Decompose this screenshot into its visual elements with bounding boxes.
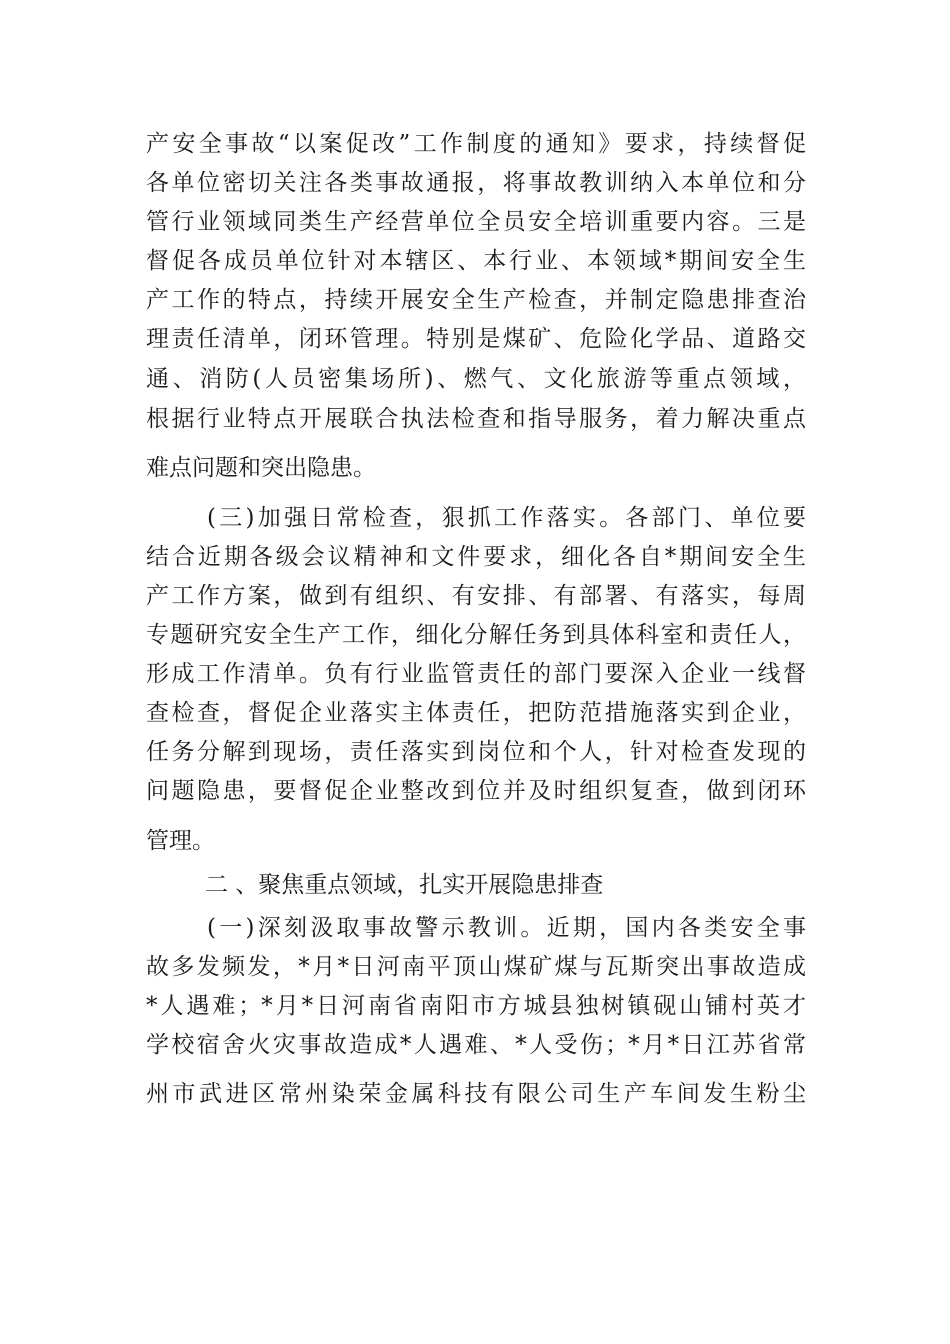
- section-heading: (一)深刻汲取事故警示教训。近期，国内各类安全事: [207, 915, 806, 941]
- section-heading: (三)加强日常检查，狠抓工作落实。各部门、单位要: [207, 505, 806, 531]
- chapter-heading: 二 、聚焦重点领域，扎实开展隐患排查: [205, 872, 604, 898]
- text-line: 结合近期各级会议精神和文件要求，细化各自*期间安全生: [146, 544, 806, 570]
- text-line: 故多发频发，*月*日河南平顶山煤矿煤与瓦斯突出事故造成: [146, 954, 806, 980]
- text-line: 形成工作清单。负有行业监管责任的部门要深入企业一线督: [146, 661, 806, 687]
- text-line: 查检查，督促企业落实主体责任，把防范措施落实到企业，: [146, 700, 806, 726]
- text-line: 任务分解到现场，责任落实到岗位和个人，针对检查发现的: [146, 739, 806, 765]
- text-line: 专题研究安全生产工作，细化分解任务到具体科室和责任人，: [146, 622, 806, 648]
- text-line: 管行业领域同类生产经营单位全员安全培训重要内容。三是: [146, 209, 806, 235]
- text-line: 管理。: [146, 828, 215, 854]
- text-line: 根据行业特点开展联合执法检查和指导服务，着力解决重点: [146, 406, 806, 432]
- text-line: 督促各成员单位针对本辖区、本行业、本领域*期间安全生: [146, 248, 806, 274]
- text-line: 学校宿舍火灾事故造成*人遇难、*人受伤；*月*日江苏省常: [146, 1032, 806, 1058]
- text-line: 问题隐患，要督促企业整改到位并及时组织复查，做到闭环: [146, 778, 806, 804]
- text-line: 难点问题和突出隐患。: [146, 455, 376, 481]
- text-line: 产安全事故“以案促改”工作制度的通知》要求，持续督促: [146, 131, 806, 157]
- text-line: 产工作方案，做到有组织、有安排、有部署、有落实，每周: [146, 583, 806, 609]
- text-line: 州市武进区常州染荣金属科技有限公司生产车间发生粉尘: [146, 1081, 806, 1107]
- text-line: 理责任清单，闭环管理。特别是煤矿、危险化学品、道路交: [146, 326, 806, 352]
- text-line: 通、消防(人员密集场所)、燃气、文化旅游等重点领域，: [146, 366, 806, 392]
- text-line: 各单位密切关注各类事故通报，将事故教训纳入本单位和分: [146, 170, 806, 196]
- text-line: 产工作的特点，持续开展安全生产检查，并制定隐患排查治: [146, 287, 806, 313]
- text-line: *人遇难；*月*日河南省南阳市方城县独树镇砚山铺村英才: [146, 993, 806, 1019]
